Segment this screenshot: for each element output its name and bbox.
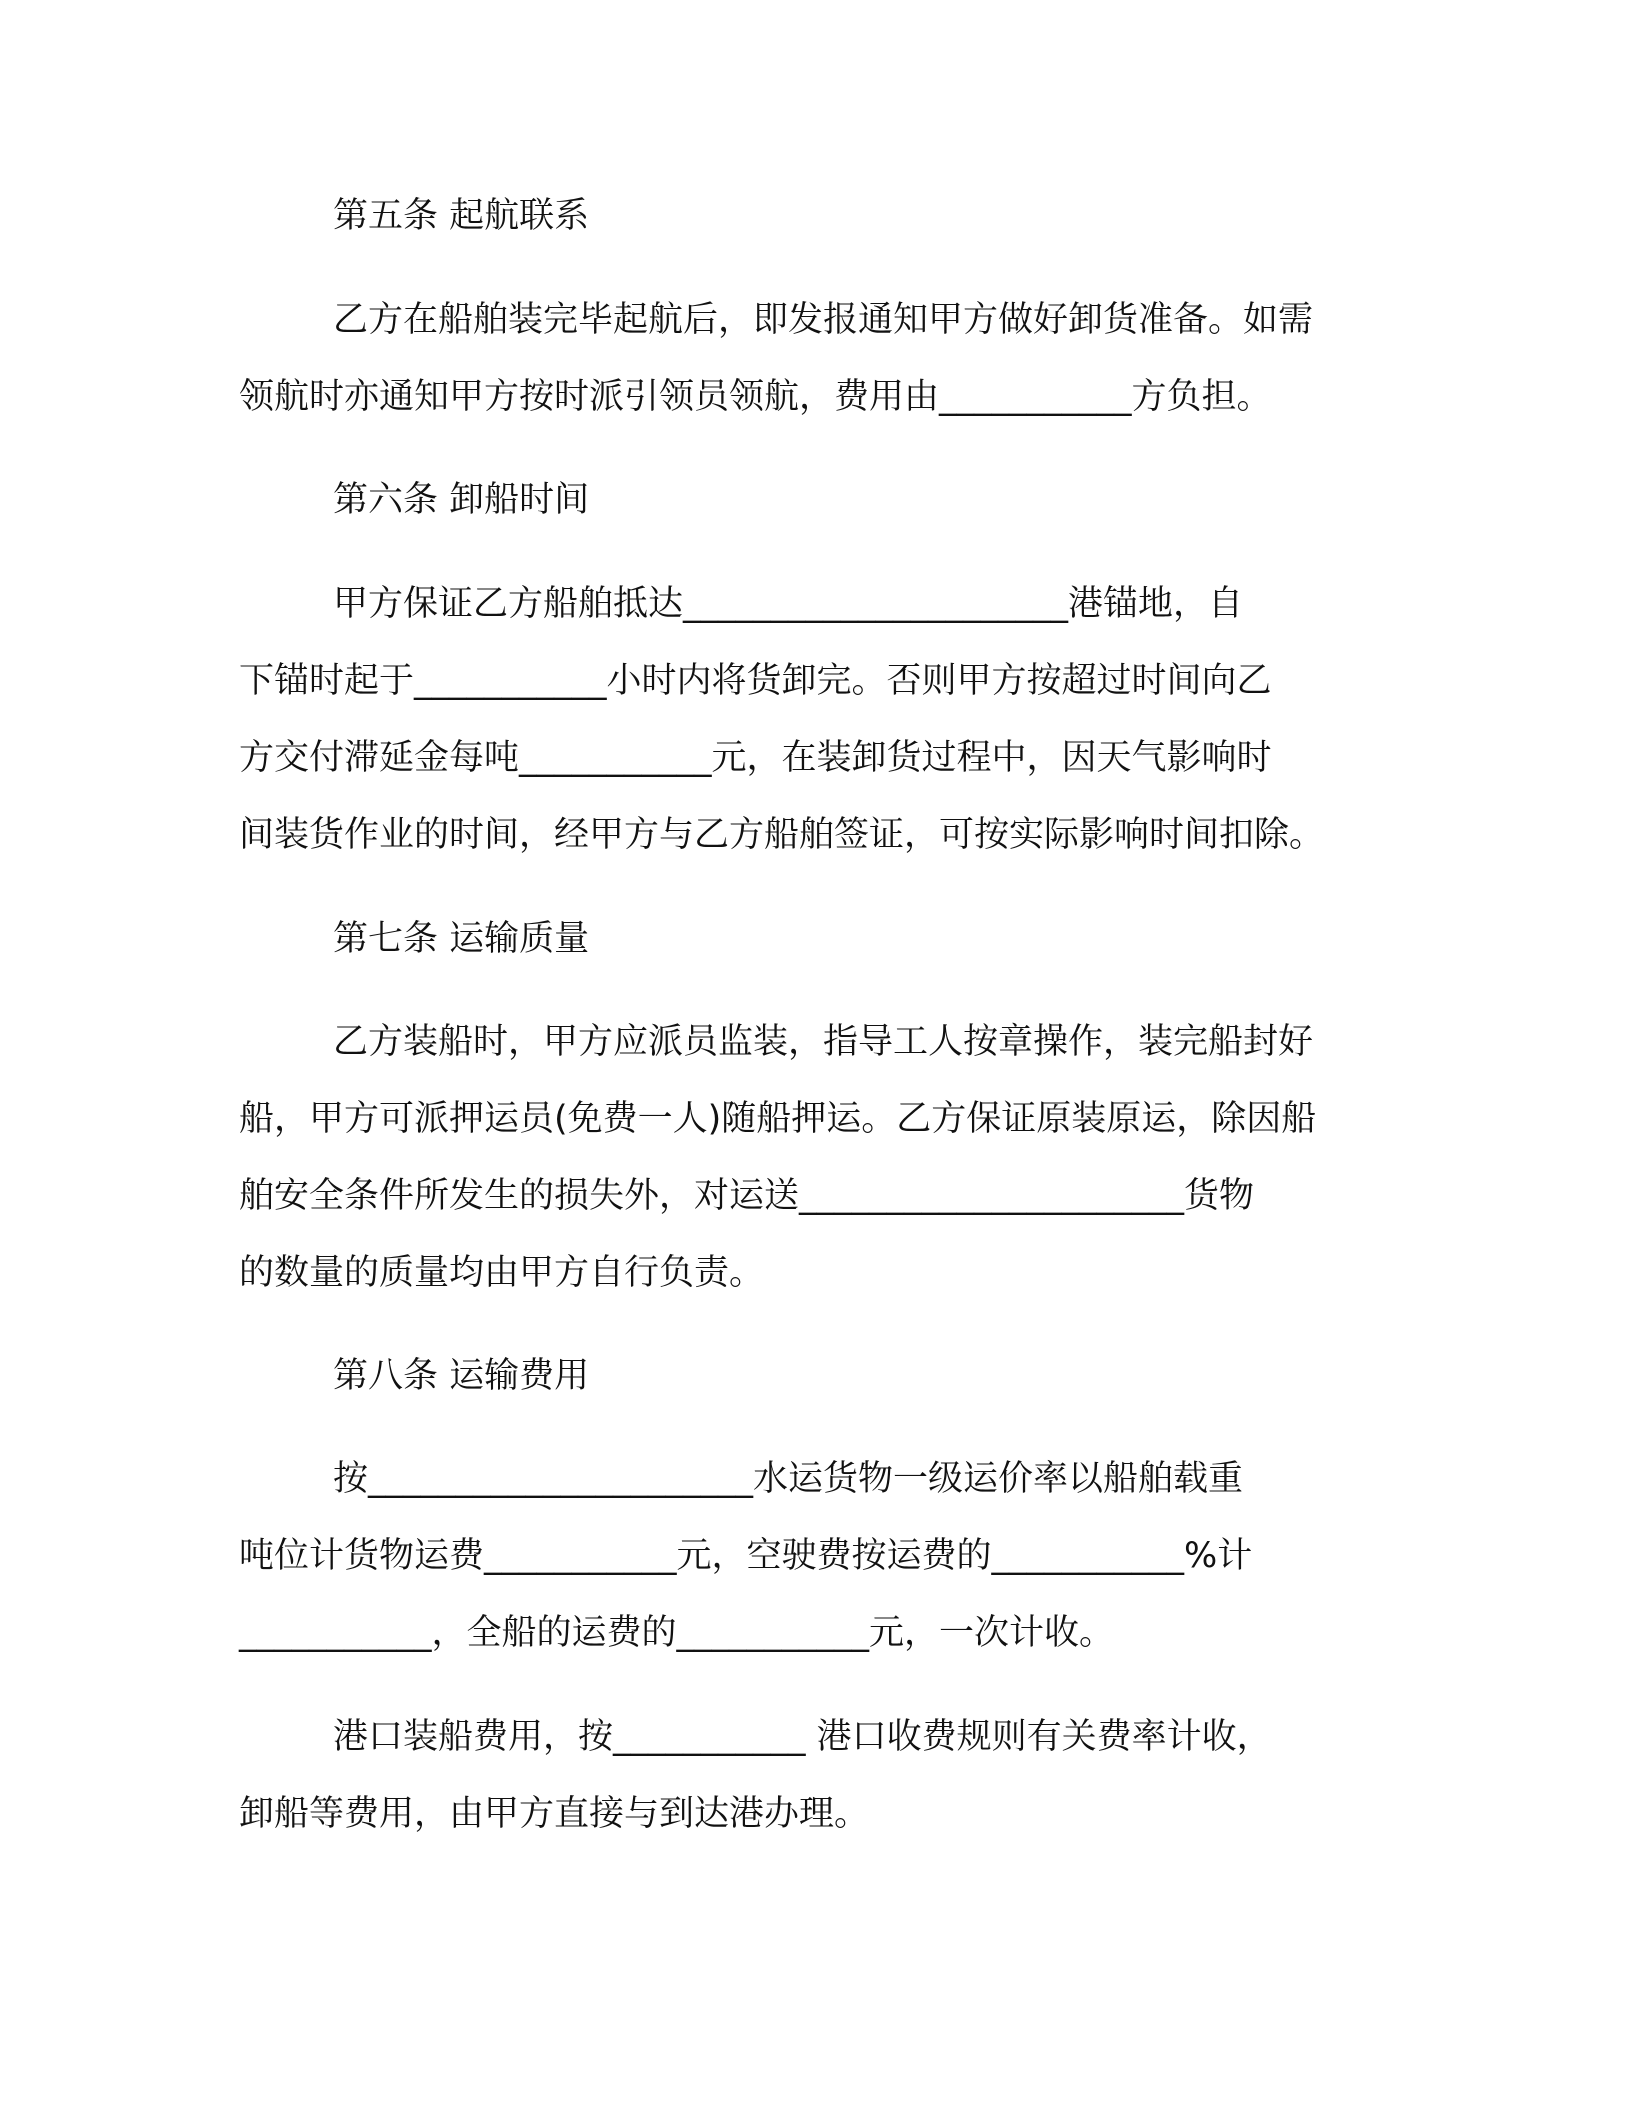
article-5-heading: 第五条 起航联系 [333,196,590,236]
article-6-heading: 第六条 卸船时间 [333,480,590,520]
article-6-paragraph-line-2: 下锚时起于___________小时内将货卸完。否则甲方按超过时间向乙 [239,661,1272,701]
article-8-paragraph-2-line-2: 卸船等费用，由甲方直接与到达港办理。 [239,1794,870,1834]
article-7-heading: 第七条 运输质量 [333,919,590,959]
article-8-heading: 第八条 运输费用 [333,1356,590,1396]
article-6-paragraph-line-3: 方交付滞延金每吨___________元，在装卸货过程中，因天气影响时 [239,738,1272,778]
article-6-paragraph-line-4: 间装货作业的时间，经甲方与乙方船舶签证，可按实际影响时间扣除。 [239,815,1325,855]
article-7-paragraph-line-1: 乙方装船时，甲方应派员监装，指导工人按章操作，装完船封好 [333,1022,1314,1062]
article-8-paragraph-1-line-1: 按______________________水运货物一级运价率以船舶载重 [333,1459,1244,1499]
article-8-paragraph-1-line-3: ___________，全船的运费的___________元，一次计收。 [239,1613,1115,1653]
article-7-paragraph-line-2: 船，甲方可派押运员(免费一人)随船押运。乙方保证原装原运，除因船 [239,1099,1317,1139]
article-7-paragraph-line-3: 舶安全条件所发生的损失外，对运送______________________货物 [239,1176,1255,1216]
article-5-paragraph-line-1: 乙方在船舶装完毕起航后，即发报通知甲方做好卸货准备。如需 [333,300,1314,340]
article-8-paragraph-1-line-2: 吨位计货物运费___________元，空驶费按运费的___________%计 [239,1536,1253,1576]
article-5-paragraph-line-2: 领航时亦通知甲方按时派引领员领航，费用由___________方负担。 [239,377,1272,417]
article-7-paragraph-line-4: 的数量的质量均由甲方自行负责。 [239,1253,765,1293]
article-6-paragraph-line-1: 甲方保证乙方船舶抵达______________________港锚地，自 [333,584,1244,624]
article-8-paragraph-2-line-1: 港口装船费用，按___________ 港口收费规则有关费率计收， [333,1717,1272,1757]
